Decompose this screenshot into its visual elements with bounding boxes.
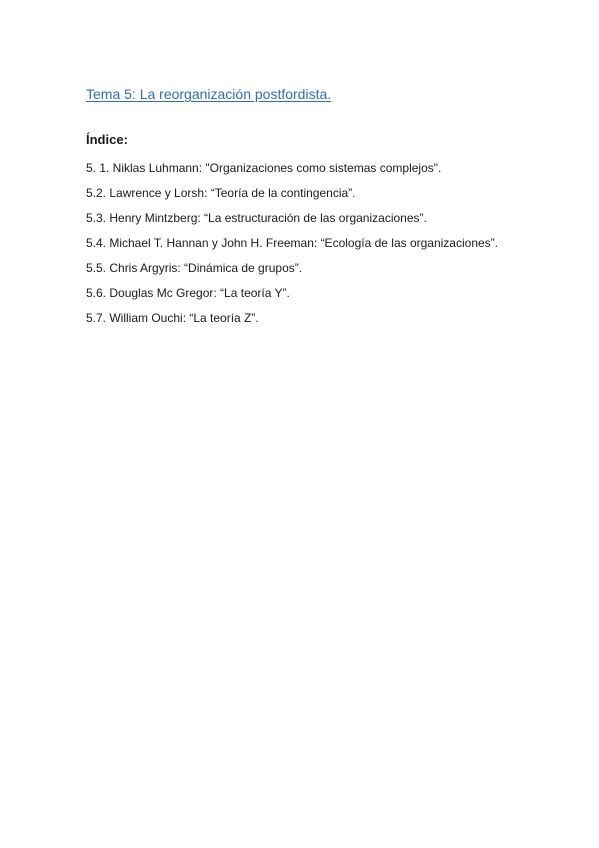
- toc-item-5-2: 5.2. Lawrence y Lorsh: “Teoría de la contingencia”.: [86, 186, 356, 200]
- toc-item-5-7: 5.7. William Ouchi: “La teoría Z”.: [86, 311, 259, 325]
- index-heading: Índice:: [86, 132, 128, 147]
- document-title[interactable]: Tema 5: La reorganización postfordista.: [86, 86, 332, 102]
- toc-item-5-3: 5.3. Henry Mintzberg: “La estructuración de las organizaciones”.: [86, 211, 427, 225]
- table-of-contents: [86, 156, 498, 331]
- toc-item-5-5: 5.5. Chris Argyris: “Dinámica de grupos”.: [86, 261, 303, 275]
- toc-item-5-4: 5.4. Michael T. Hannan y John H. Freeman: “Ecología de las organizaciones”.: [86, 236, 498, 250]
- toc-item-5-6: 5.6. Douglas Mc Gregor: “La teoría Y”.: [86, 286, 290, 300]
- toc-item-5-1: 5. 1. Niklas Luhmann: "Organizaciones como sistemas complejos".: [86, 161, 442, 175]
